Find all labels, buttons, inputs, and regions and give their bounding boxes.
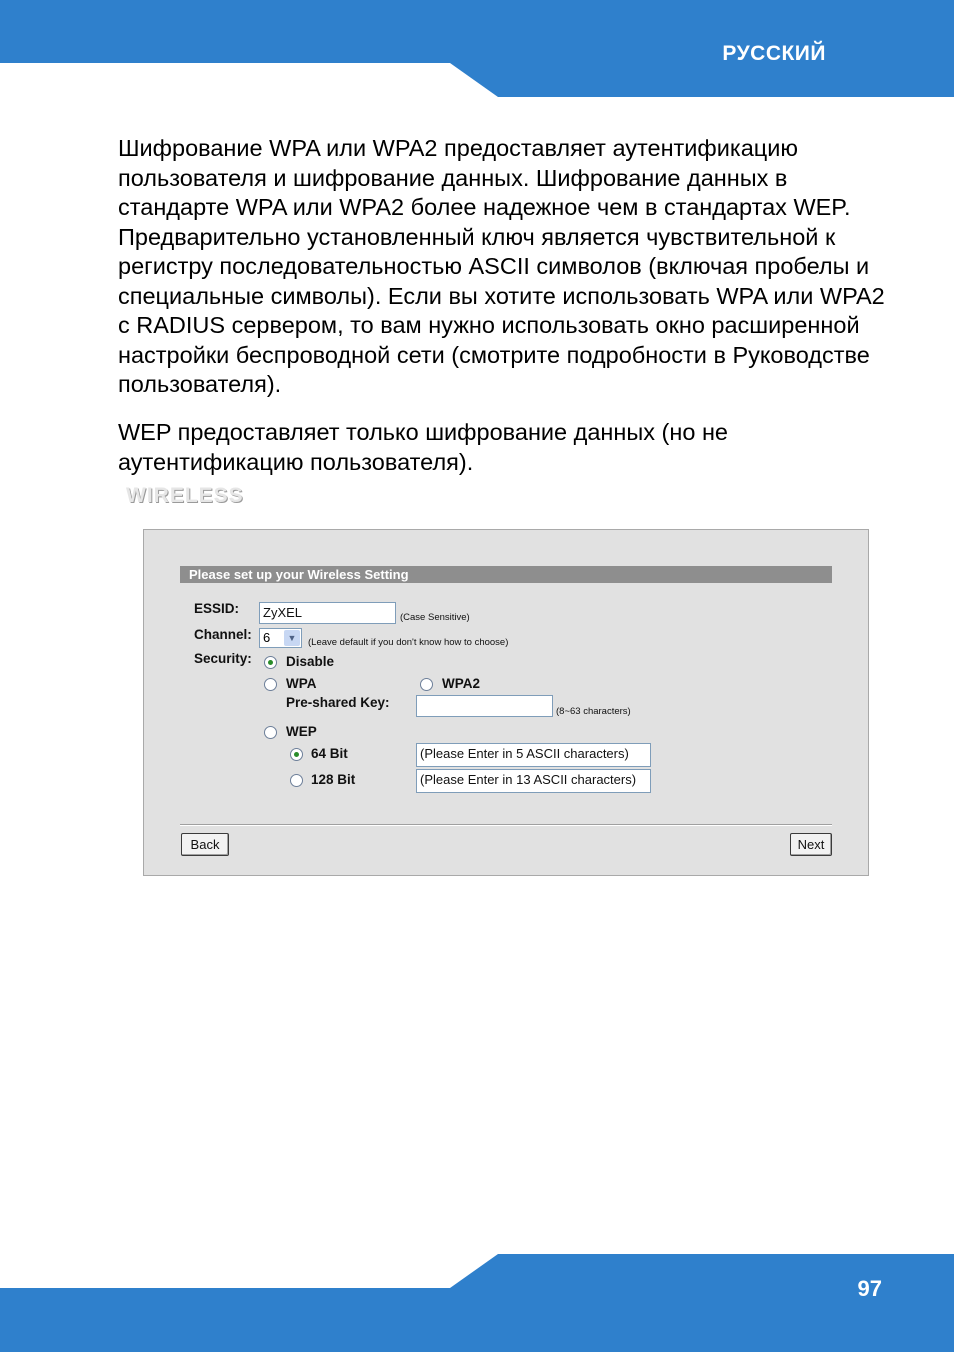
bottom-banner: [0, 1252, 954, 1352]
wireless-screenshot: [118, 478, 874, 883]
wireless-title: WIRELESS: [126, 484, 244, 507]
wep-radio[interactable]: [264, 726, 277, 739]
wep-64-key-input[interactable]: (Please Enter in 5 ASCII characters): [416, 743, 651, 767]
channel-value: 6: [263, 630, 271, 645]
disable-radio[interactable]: [264, 656, 277, 669]
page-number: 97: [857, 1276, 882, 1301]
wpa2-radio[interactable]: [420, 678, 433, 691]
psk-note: (8~63 characters): [556, 706, 631, 717]
wpa-radio[interactable]: [264, 678, 277, 691]
essid-label: ESSID:: [194, 601, 240, 616]
wep-128-label: 128 Bit: [311, 772, 356, 787]
channel-label: Channel:: [194, 627, 252, 642]
chevron-down-icon[interactable]: ▼: [284, 630, 300, 646]
psk-label: Pre-shared Key:: [286, 695, 390, 710]
security-label: Security:: [194, 651, 252, 666]
wep-128-radio[interactable]: [290, 774, 303, 787]
paragraph-wep: WEP предоставляет только шифрование данных (но не аутентификацию пользователя).: [118, 419, 729, 475]
bottom-banner-shape: [0, 1252, 954, 1352]
essid-input[interactable]: ZyXEL: [259, 602, 396, 624]
wpa-label: WPA: [286, 676, 317, 691]
wireless-panel: [143, 529, 869, 876]
back-button[interactable]: Back: [181, 833, 229, 856]
wpa2-label: WPA2: [442, 676, 481, 691]
channel-select[interactable]: [259, 628, 302, 648]
wep-128-key-input[interactable]: (Please Enter in 13 ASCII characters): [416, 769, 651, 793]
wep-label: WEP: [286, 724, 317, 739]
channel-note: (Leave default if you don't know how to choose): [308, 637, 509, 648]
disable-label: Disable: [286, 654, 335, 669]
wep-64-label: 64 Bit: [311, 746, 348, 761]
next-button[interactable]: Next: [790, 833, 832, 856]
panel-header: Please set up your Wireless Setting: [180, 566, 832, 583]
paragraph-wpa: Шифрование WPA или WPA2 предоставляет аутентификацию пользователя и шифрование данных. Шифрование данных в стандарте WPA или WPA2 более надежное чем в стандартах WEP. Предварительно установленный ключ является чувствительной к регистру последовательностью ASCII символов (включая пробелы и специальные символы). Если вы хотите использовать WPA или WPA2 с RADIUS сервером, то вам нужно использовать окно расширенной настройки беспроводной сети (смотрите подробности в Руководстве пользователя).: [118, 135, 885, 397]
language-label: РУССКИЙ: [722, 42, 826, 65]
panel-divider: [180, 824, 832, 826]
essid-note: (Case Sensitive): [400, 612, 470, 623]
wep-64-radio[interactable]: [290, 748, 303, 761]
psk-input[interactable]: [416, 695, 553, 717]
